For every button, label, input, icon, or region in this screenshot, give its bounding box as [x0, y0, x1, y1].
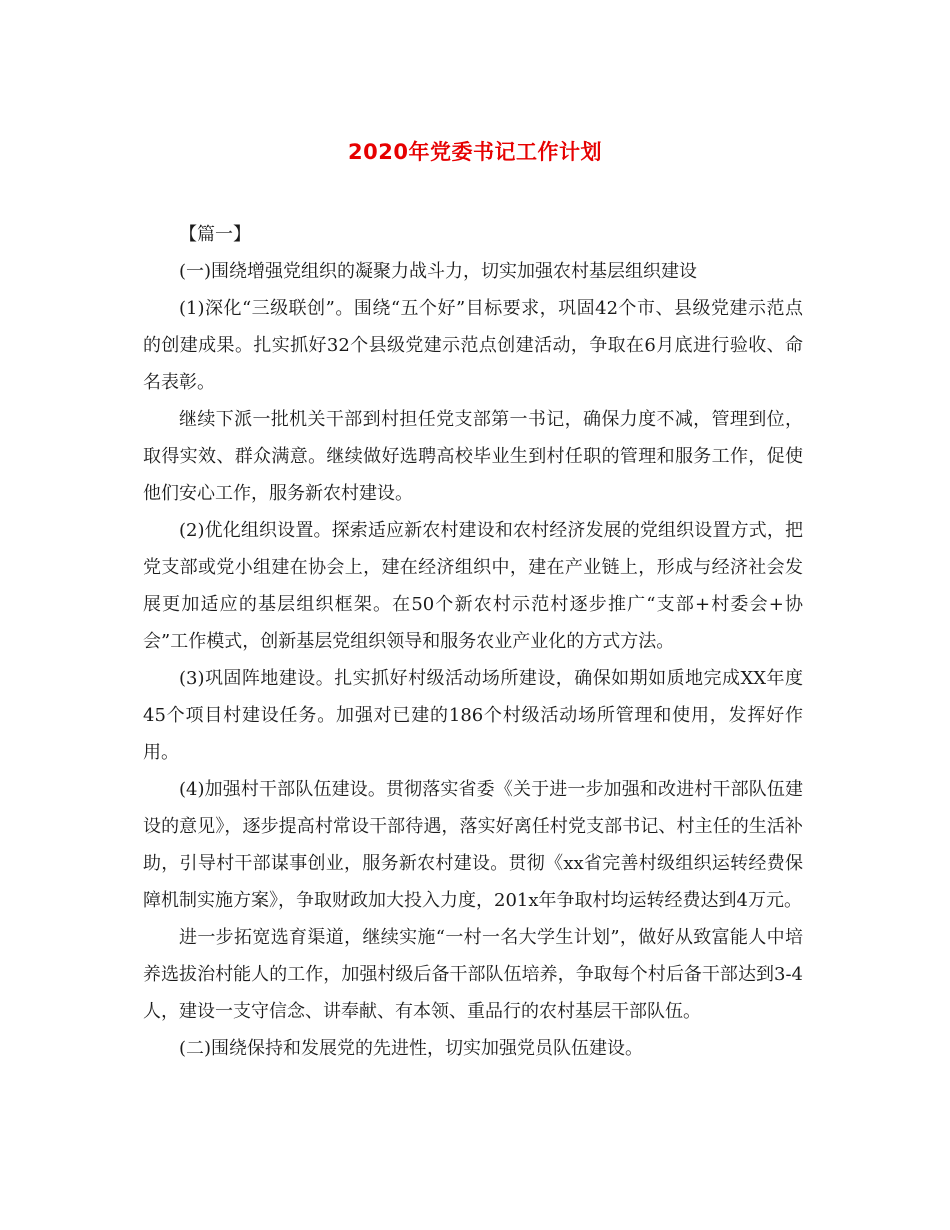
document-body	[143, 216, 803, 1067]
paragraph-heading-1: (一)围绕增强党组织的凝聚力战斗力，切实加强农村基层组织建设	[179, 261, 698, 282]
paragraph-item-2: (2)优化组织设置。探索适应新农村建设和农村经济发展的党组织设置方式，把党支部或党小组建在协会上，建在经济组织中，建在产业链上，形成与经济社会发展更加适应的基层组织框架。在50个新农村示范村逐步推广“支部+村委会+协会”工作模式，创新基层党组织领导和服务农业产业化的方式方法。	[143, 520, 803, 652]
section-label: 【篇一】	[179, 224, 251, 245]
paragraph-continuation-1: 继续下派一批机关干部到村担任党支部第一书记，确保力度不减，管理到位，取得实效、群众满意。继续做好选聘高校毕业生到村任职的管理和服务工作，促使他们安心工作，服务新农村建设。	[143, 409, 803, 504]
paragraph-heading-2: (二)围绕保持和发展党的先进性，切实加强党员队伍建设。	[179, 1038, 644, 1059]
paragraph-continuation-2: 进一步拓宽选育渠道，继续实施“一村一名大学生计划”，做好从致富能人中培养选拔治村能人的工作，加强村级后备干部队伍培养，争取每个村后备干部达到3-4人，建设一支守信念、讲奉献、有本领、重品行的农村基层干部队伍。	[143, 927, 803, 1022]
paragraph-item-3: (3)巩固阵地建设。扎实抓好村级活动场所建设，确保如期如质地完成XX年度45个项目村建设任务。加强对已建的186个村级活动场所管理和使用，发挥好作用。	[143, 668, 803, 763]
paragraph-item-1: (1)深化“三级联创”。围绕“五个好”目标要求，巩固42个市、县级党建示范点的创建成果。扎实抓好32个县级党建示范点创建活动，争取在6月底进行验收、命名表彰。	[143, 298, 803, 393]
document-title: 2020年党委书记工作计划	[348, 140, 602, 164]
paragraph-item-4: (4)加强村干部队伍建设。贯彻落实省委《关于进一步加强和改进村干部队伍建设的意见》，逐步提高村常设干部待遇，落实好离任村党支部书记、村主任的生活补助，引导村干部谋事创业，服务新农村建设。贯彻《xx省完善村级组织运转经费保障机制实施方案》，争取财政加大投入力度，201x年争取村均运转经费达到4万元。	[143, 779, 803, 911]
